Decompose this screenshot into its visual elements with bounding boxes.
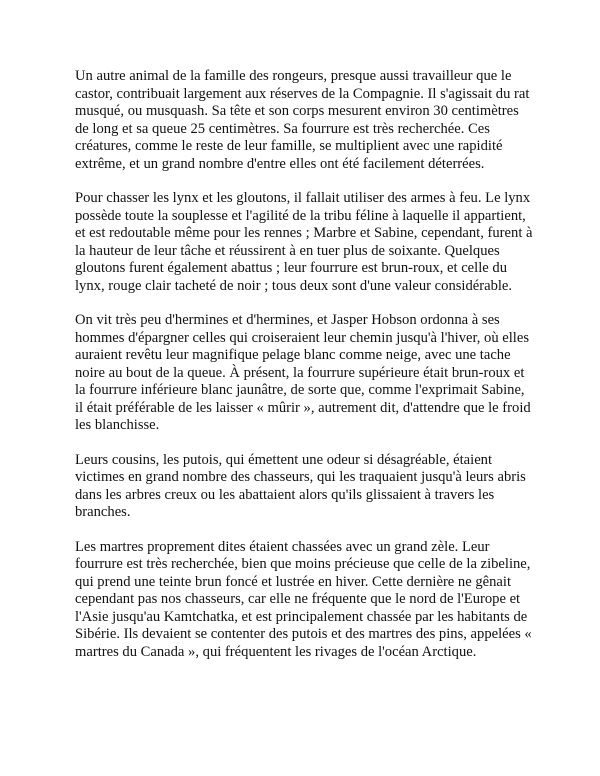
paragraph-putois: Leurs cousins, les putois, qui émettent une odeur si désagréable, étaient victimes en grand nombre des chasseurs, qui les traquaient jusqu'à leurs abris dans les arbres creux ou les abattaient alors qu'ils glissaient à travers les branches. — [75, 451, 526, 520]
paragraph-lynx-gloutons: Pour chasser les lynx et les gloutons, il fallait utiliser des armes à feu. Le lynx possède toute la souplesse et l'agilité de la tribu féline à laquelle il appartient, et est redoutable même pour les rennes ; Marbre et Sabine, cependant, furent à la hauteur de leur tâche et réussirent à en tuer plus de soixante. Quelques gloutons furent également abattus ; leur fourrure est brun-roux, et celle du lynx, rouge clair tacheté de noir ; tous deux sont d'une valeur considérable. — [75, 190, 533, 294]
paragraph-martres: Les martres proprement dites étaient chassées avec un grand zèle. Leur fourrure est très recherchée, bien que moins précieuse que celle de la zibeline, qui prend une teinte brun foncé et lustrée en hiver. Cette dernière ne gênait cependant pas nos chasseurs, car elle ne fréquente que le nord de l'Europe et l'Asie jusqu'au Kamtchatka, et est principalement chassée par les habitants de Sibérie. Ils devaient se contenter des putois et des martres des pins, appelées « martres du Canada », qui fréquentent les rivages de l'océan Arctique. — [75, 538, 532, 660]
paragraph-hermines: On vit très peu d'hermines et d'hermines, et Jasper Hobson ordonna à ses hommes d'épargner celles qui croiseraient leur chemin jusqu'à l'hiver, où elles auraient revêtu leur magnifique pelage blanc comme neige, avec une tache noire au bout de la queue. À présent, la fourrure supérieure était brun-roux et la fourrure inférieure blanc jaunâtre, de sorte que, comme l'exprimait Sabine, il était préférable de les laisser « mûrir », autrement dit, d'attendre que le froid les blanchisse. — [75, 312, 531, 433]
paragraph-rat-musque: Un autre animal de la famille des rongeurs, presque aussi travailleur que le castor, contribuait largement aux réserves de la Compagnie. Il s'agissait du rat musqué, ou musquash. Sa tête et son corps mesurent environ 30 centimètres de long et sa queue 25 centimètres. Sa fourrure est très recherchée. Ces créatures, comme le reste de leur famille, se multiplient avec une rapidité extrême, et un grand nombre d'entre elles ont été facilement déterrées. — [75, 68, 530, 172]
document-page — [75, 68, 535, 678]
